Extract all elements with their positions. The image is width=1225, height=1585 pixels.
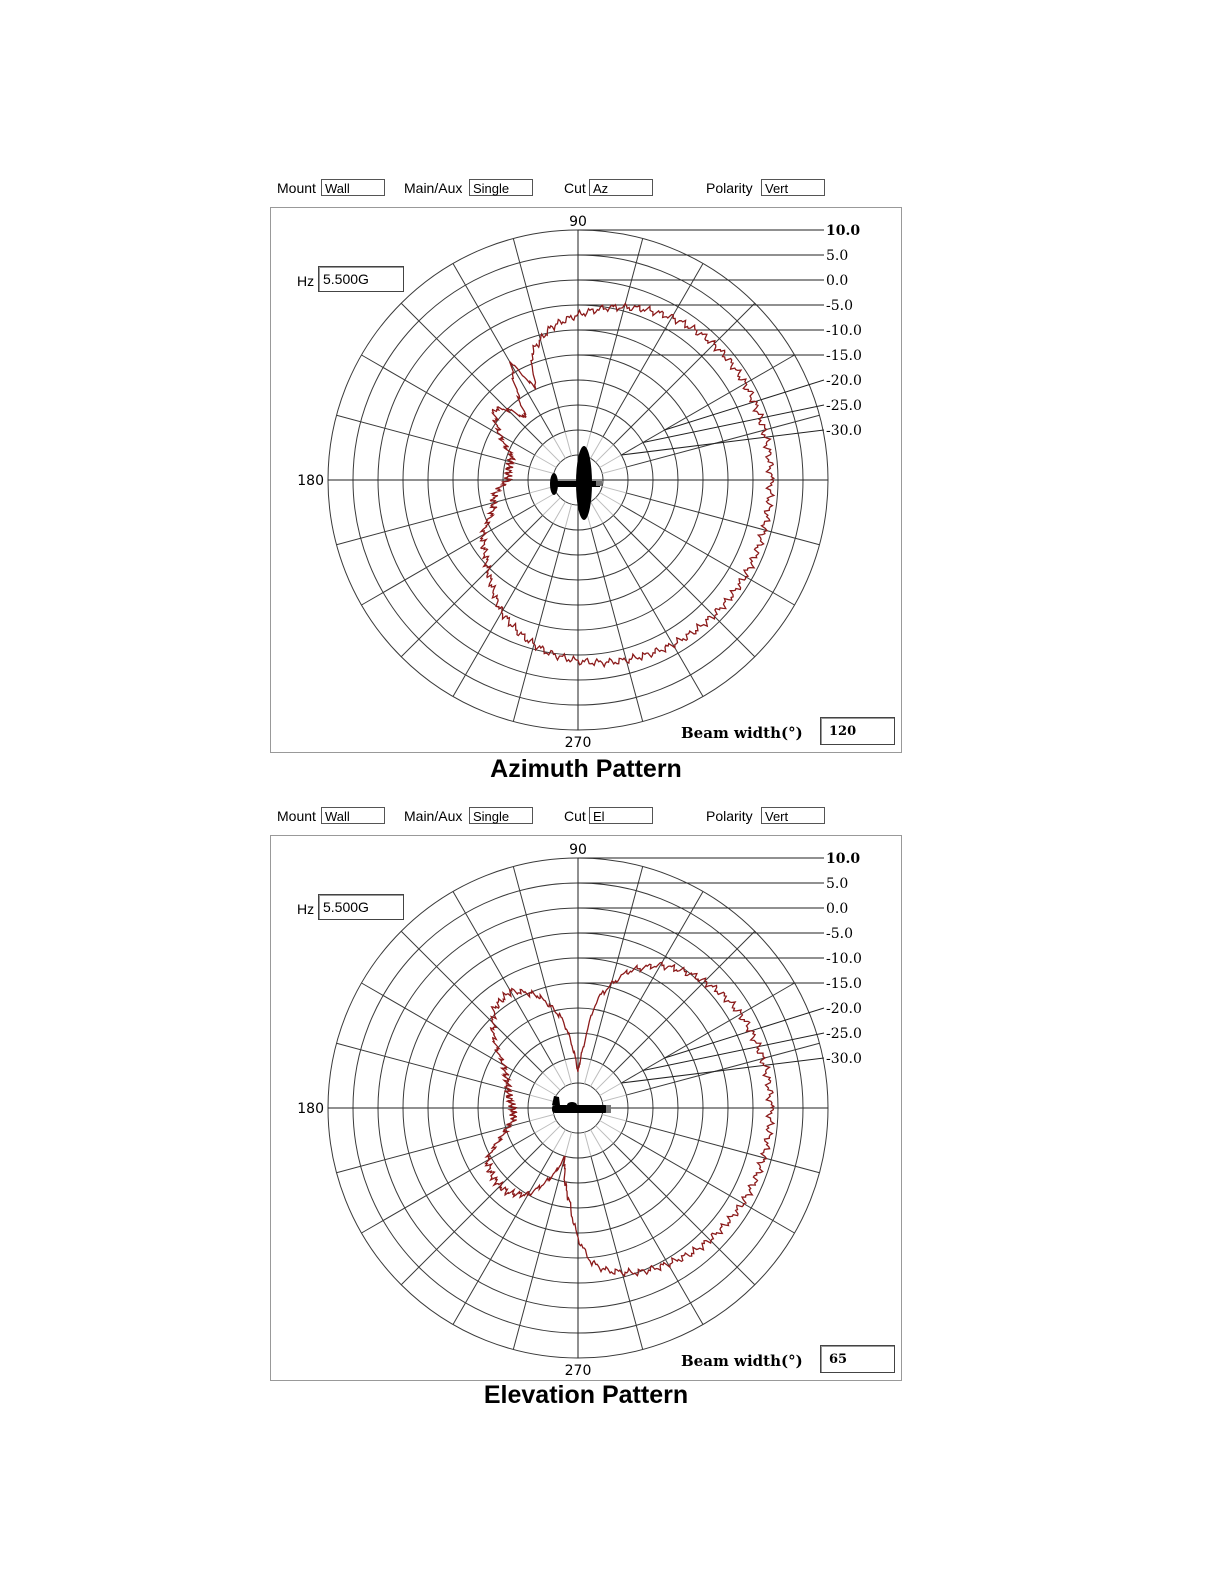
radial-tick-label: 5.0: [826, 248, 849, 264]
header-bar: [268, 179, 904, 199]
grid-spoke-inner: [543, 445, 561, 463]
radial-tick-label: -20.0: [826, 373, 862, 389]
grid-spoke-inner: [584, 1132, 590, 1156]
cut-field[interactable]: El: [589, 807, 653, 824]
grid-spoke: [626, 415, 819, 467]
radial-tick-label: -5.0: [826, 926, 853, 942]
grid-spoke-inner: [591, 1130, 604, 1152]
grid-spoke-inner: [596, 1073, 614, 1091]
grid-spoke-inner: [602, 1114, 626, 1120]
aircraft-icon: [552, 1096, 611, 1113]
grid-spoke: [621, 1133, 794, 1233]
angle-label-90: 90: [569, 214, 587, 230]
grid-spoke: [603, 1151, 703, 1324]
grid-spoke: [513, 528, 565, 721]
polarity-field[interactable]: Vert: [761, 807, 825, 824]
radial-tick-label: -5.0: [826, 298, 853, 314]
hz-field[interactable]: 5.500G: [318, 266, 404, 292]
radial-tick-label: 5.0: [826, 876, 849, 892]
mainaux-label: Main/Aux: [404, 808, 463, 824]
chart-caption: Azimuth Pattern: [490, 755, 682, 783]
mainaux-field[interactable]: Single: [469, 807, 533, 824]
grid-spoke: [453, 891, 553, 1064]
radial-tick-label: 0.0: [826, 273, 849, 289]
grid-spoke: [621, 505, 794, 605]
radial-tick-label: -15.0: [826, 348, 862, 364]
cut-field[interactable]: Az: [589, 179, 653, 196]
grid-spoke: [401, 515, 542, 656]
grid-spoke: [453, 1151, 553, 1324]
header-bar: [268, 807, 904, 827]
grid-spoke: [591, 1156, 643, 1349]
polarity-field[interactable]: Vert: [761, 179, 825, 196]
grid-spoke-inner: [543, 1073, 561, 1091]
radial-tick-label: -20.0: [826, 1001, 862, 1017]
grid-spoke-inner: [600, 455, 622, 468]
cut-label: Cut: [564, 808, 586, 824]
grid-spoke: [513, 867, 565, 1060]
grid-spoke: [603, 523, 703, 696]
grid-spoke: [513, 239, 565, 432]
grid-spoke-inner: [565, 1132, 571, 1156]
grid-spoke-inner: [543, 1126, 561, 1144]
grid-spoke-inner: [602, 1095, 626, 1101]
tick-leader: [643, 1033, 824, 1071]
grid-spoke-inner: [530, 1095, 554, 1101]
radial-tick-label: 0.0: [826, 901, 849, 917]
grid-spoke-inner: [553, 1130, 566, 1152]
radial-tick-label: 10.0: [826, 223, 861, 239]
plot-frame: [270, 207, 902, 753]
grid-spoke: [591, 239, 643, 432]
grid-spoke: [603, 891, 703, 1064]
grid-spoke: [401, 931, 542, 1072]
beamwidth-field[interactable]: 65: [820, 1345, 895, 1373]
grid-spoke: [453, 523, 553, 696]
grid-spoke-inner: [553, 502, 566, 524]
grid-spoke-inner: [591, 437, 604, 459]
grid-spoke: [591, 528, 643, 721]
grid-spoke-inner: [591, 502, 604, 524]
mainaux-field[interactable]: Single: [469, 179, 533, 196]
grid-spoke-inner: [530, 1114, 554, 1120]
mount-field[interactable]: Wall: [321, 807, 385, 824]
grid-spoke-inner: [535, 455, 557, 468]
grid-spoke-inner: [596, 498, 614, 516]
mount-label: Mount: [277, 808, 316, 824]
grid-spoke: [401, 1143, 542, 1284]
plot-frame: [270, 835, 902, 1381]
grid-spoke-inner: [596, 1126, 614, 1144]
cut-label: Cut: [564, 180, 586, 196]
grid-spoke-inner: [530, 467, 554, 473]
grid-spoke: [337, 415, 530, 467]
grid-spoke-inner: [535, 1083, 557, 1096]
grid-spoke: [337, 1043, 530, 1095]
grid-spoke-inner: [565, 504, 571, 528]
grid-spoke: [613, 515, 754, 656]
grid-spoke: [361, 1133, 534, 1233]
grid-spoke-inner: [602, 467, 626, 473]
beamwidth-label: Beam width(°): [681, 724, 803, 742]
hz-field[interactable]: 5.500G: [318, 894, 404, 920]
angle-label-270: 270: [564, 1363, 592, 1379]
grid-spoke: [361, 983, 534, 1083]
radial-tick-label: -30.0: [826, 1051, 862, 1067]
chart-caption: Elevation Pattern: [483, 1381, 689, 1409]
elevation-panel: [268, 807, 904, 1417]
grid-spoke-inner: [600, 1121, 622, 1134]
grid-spoke: [591, 867, 643, 1060]
grid-spoke: [626, 493, 819, 545]
grid-spoke: [603, 263, 703, 436]
grid-spoke-inner: [543, 498, 561, 516]
grid-spoke: [361, 505, 534, 605]
grid-spoke-inner: [535, 1121, 557, 1134]
beamwidth-field[interactable]: 120: [820, 717, 895, 745]
polarity-label: Polarity: [706, 808, 753, 824]
radial-tick-label: -25.0: [826, 1026, 862, 1042]
tick-leader: [621, 430, 824, 455]
hz-label: Hz: [297, 273, 315, 289]
mount-label: Mount: [277, 180, 316, 196]
hz-label: Hz: [297, 901, 315, 917]
mainaux-label: Main/Aux: [404, 180, 463, 196]
grid-spoke-inner: [600, 493, 622, 506]
grid-spoke-inner: [553, 437, 566, 459]
grid-spoke-inner: [596, 445, 614, 463]
grid-spoke: [337, 1121, 530, 1173]
radial-tick-label: -10.0: [826, 323, 862, 339]
grid-spoke: [626, 1121, 819, 1173]
radial-tick-label: -15.0: [826, 976, 862, 992]
grid-spoke-inner: [565, 1060, 571, 1084]
grid-spoke: [337, 493, 530, 545]
azimuth-panel: [268, 179, 904, 789]
grid-spoke-inner: [584, 1060, 590, 1084]
radial-tick-label: 10.0: [826, 851, 861, 867]
tick-leader: [621, 1058, 824, 1083]
grid-spoke-inner: [591, 1065, 604, 1087]
radial-tick-label: -25.0: [826, 398, 862, 414]
grid-spoke: [453, 263, 553, 436]
tick-leader: [643, 405, 824, 443]
mount-field[interactable]: Wall: [321, 179, 385, 196]
grid-spoke: [626, 1043, 819, 1095]
radial-tick-label: -30.0: [826, 423, 862, 439]
grid-spoke-inner: [553, 1065, 566, 1087]
angle-label-180: 180: [297, 1101, 324, 1117]
grid-spoke-inner: [565, 432, 571, 456]
tick-leader: [665, 1008, 824, 1058]
radial-tick-label: -10.0: [826, 951, 862, 967]
beamwidth-label: Beam width(°): [681, 1352, 803, 1370]
grid-spoke: [361, 355, 534, 455]
angle-label-270: 270: [564, 735, 592, 751]
angle-label-90: 90: [569, 842, 587, 858]
grid-spoke-inner: [602, 486, 626, 492]
angle-label-180: 180: [297, 473, 324, 489]
polarity-label: Polarity: [706, 180, 753, 196]
grid-spoke-inner: [600, 1083, 622, 1096]
